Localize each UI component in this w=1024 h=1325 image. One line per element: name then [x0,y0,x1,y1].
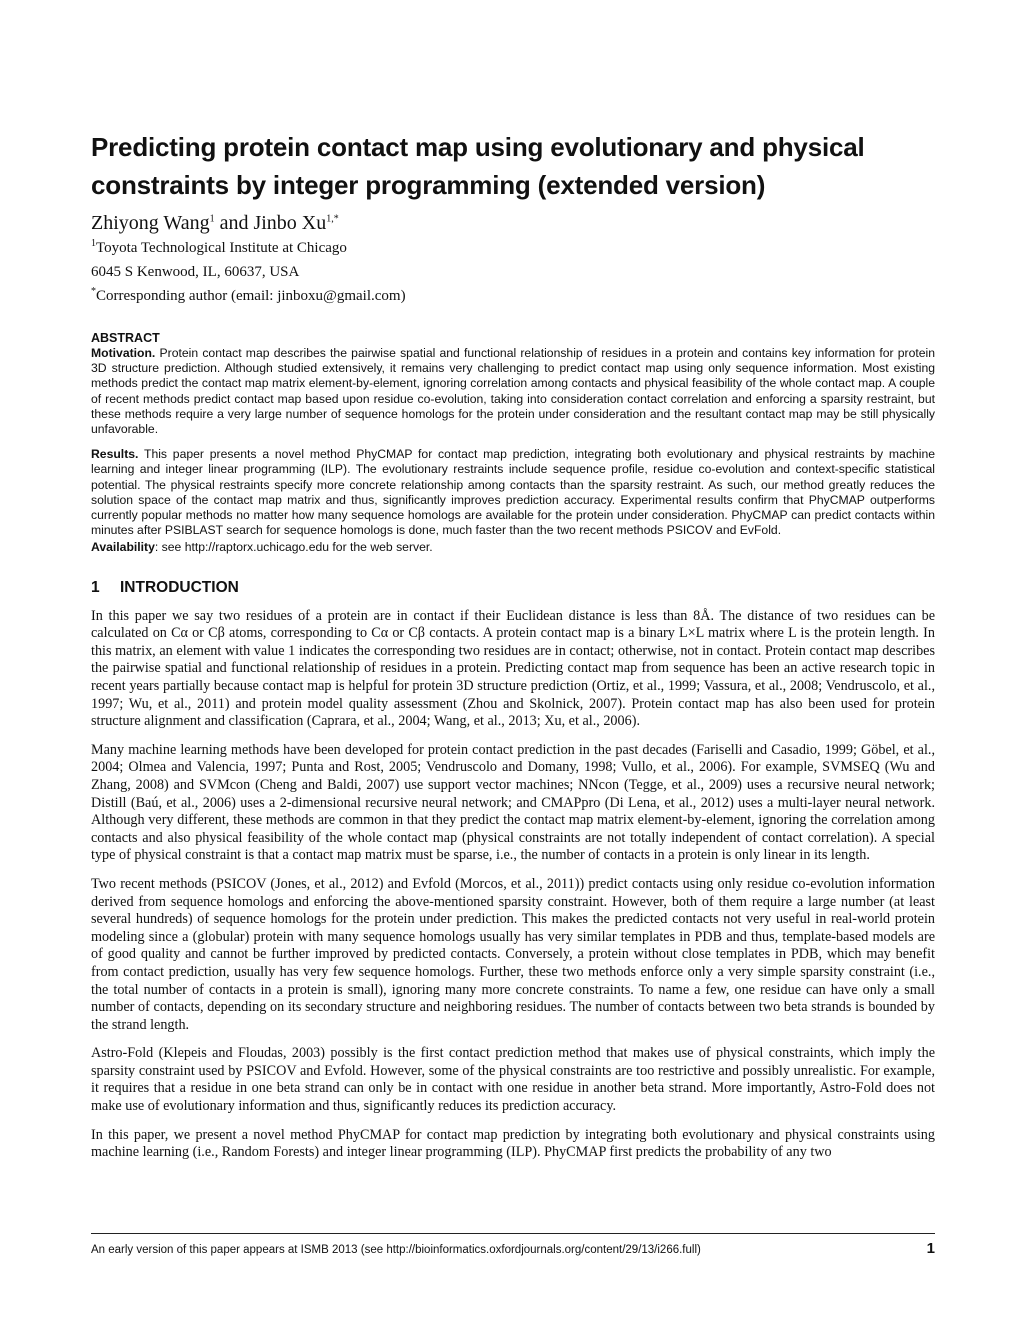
body-paragraph: Many machine learning methods have been developed for protein contact prediction in the past decades (Fariselli and Casadio, 1999; Göbel, et al., 2004; Olmea and Valencia, 1997; Punta and Rost, 2005; Vendruscolo and Domany, 1998; Vullo, et al., 2006). For example, SVMSEQ (Wu and Zhang, 2008) and SVMcon (Cheng and Baldi, 2007) use support vector machines; NNcon (Tegge, et al., 2009) uses a recursive neural network; Distill (Baú, et al., 2006) uses a 2-dimensional recursive neural network; and CMAPpro (Di Lena, et al., 2012) uses a multi-layer neural network. Although very different, these methods are common in that they predict the contact map matrix element-by-element, ignoring the correlation among contacts and also physical feasibility of the whole contact map (physical constraints are not totally independent of contact correlation). A special type of physical constraint is that a contact map matrix must be sparse, i.e., the number of contacts in a protein is only linear in its length. [91,741,935,864]
body-paragraph: Astro-Fold (Klepeis and Floudas, 2003) possibly is the first contact prediction method that makes use of physical constraints, which imply the sparsity constraint used by PSICOV and Evfold. However, some of the physical constraints are too restrictive and possibly unrealistic. For example, it requires that a residue in one beta strand can only be in contact with one residue in another beta strand. More importantly, Astro-Fold does not make use of evolutionary information and thus, significantly reduces its prediction accuracy. [91,1045,935,1115]
abstract-availability: Availability: see http://raptorx.uchicago.edu for the web server. [91,540,433,555]
footer-divider [91,1233,935,1234]
abstract-heading: ABSTRACT [91,331,160,345]
paper-page [91,128,935,1173]
body-paragraph: In this paper we say two residues of a protein are in contact if their Euclidean distance is less than 8Å. The distance of two residues can be calculated on Cα or Cβ atoms, corresponding to Cα or Cβ contacts. A protein contact map is a binary L×L matrix where L is the protein length. In this matrix, an element with value 1 indicates the corresponding two residues are in contact; otherwise, not in contact. Protein contact map describes the pairwise spatial and functional relationship of residues in a protein. Predicting contact map from sequence has been an active research topic in recent years partially because contact map is helpful for protein 3D structure prediction (Ortiz, et al., 1999; Vassura, et al., 2008; Vendruscolo, et al., 1997; Wu, et al., 2011) and protein model quality assessment (Zhou and Skolnick, 2007). Protein contact map has also been used for protein structure alignment and classification (Caprara, et al., 2004; Wang, et al., 2013; Xu, et al., 2006). [91,607,935,730]
author-name: Zhiyong Wang [91,212,210,234]
corresponding-author: *Corresponding author (email: jinboxu@gmail.com) [91,286,406,304]
author-line [91,210,935,236]
abstract-results: Results. This paper presents a novel method PhyCMAP for contact map prediction, integrating both evolutionary and physical restraints by machine learning and integer linear programming (ILP). The evolutionary restraints include sequence profile, residue co-evolution and context-specific statistical potential. The physical restraints specify more concrete relationship among contacts than the sparsity restraint. As such, our method greatly reduces the solution space of the contact map matrix and thus, significantly improves prediction accuracy. Experimental results confirm that PhyCMAP outperforms currently popular methods no matter how many sequence homologs are available for the protein under consideration. PhyCMAP can predict contacts within minutes after PSIBLAST search for sequence homologs is done, much faster than the two recent methods PSICOV and EvFold. [91,447,935,538]
footnote: An early version of this paper appears at ISMB 2013 (see http://bioinformatics.oxfordjournals.org/content/29/13/i266.full) [91,1244,701,1256]
page-number: 1 [926,1240,935,1257]
author-conjunction: and [214,212,254,234]
author-name: Jinbo Xu [253,212,327,234]
affiliation-institute: $^1$Toyota Technological Institute at Chicago [91,238,347,256]
abstract-motivation: Motivation. Protein contact map describes the pairwise spatial and functional relationship of residues in a protein and contains key information for protein 3D structure prediction. Although studied extensively, it remains very challenging to predict contact map using only sequence information. Most existing methods predict the contact map matrix element-by-element, ignoring correlation among contacts and physical feasibility of the whole contact map. A couple of recent methods predict contact map based upon residue co-evolution, taking into consideration contact correlation and enforcing a sparsity restraint, but these methods require a very large number of sequence homologs for the protein under consideration and the resultant contact map may be still physically unfavorable. [91,346,935,437]
author-superscript: 1 [209,213,215,225]
paper-title: Predicting protein contact map using evolutionary and physical constraints by integer programming (extended version) [91,132,865,200]
section-heading: 1 INTRODUCTION [91,578,239,596]
body-paragraph: Two recent methods (PSICOV (Jones, et al., 2012) and Evfold (Morcos, et al., 2011)) predict contacts using only residue co-evolution information derived from sequence homologs and enforcing the above-mentioned sparsity constraint. However, both of them require a large number (at least several hundreds) of sequence homologs for the protein under prediction. This makes the predicted contacts not very useful in real-world protein modeling since a (globular) protein with many sequence homologs usually has very similar templates in PDB and thus, template-based models are of good quality and cannot be further improved by predicted contacts. Conversely, a protein without close templates in PDB, which may benefit from contact prediction, usually has very few sequence homologs. Further, these two methods enforce only a very simple sparsity constraint (i.e., the total number of contacts in a protein is small), ignoring many more concrete constraints. To name a few, one residue can have only a small number of contacts, depending on its secondary structure and neighboring residues. The number of contacts between two beta strands is bounded by the strand length. [91,875,935,1033]
body-paragraph: In this paper, we present a novel method PhyCMAP for contact map prediction by integrating both evolutionary and physical constraints using machine learning (i.e., Random Forests) and integer linear programming (ILP). PhyCMAP first predicts the probability of any two [91,1126,935,1161]
author-superscript: 1,* [326,213,339,225]
affiliation-address: 6045 S Kenwood, IL, 60637, USA [91,264,300,280]
